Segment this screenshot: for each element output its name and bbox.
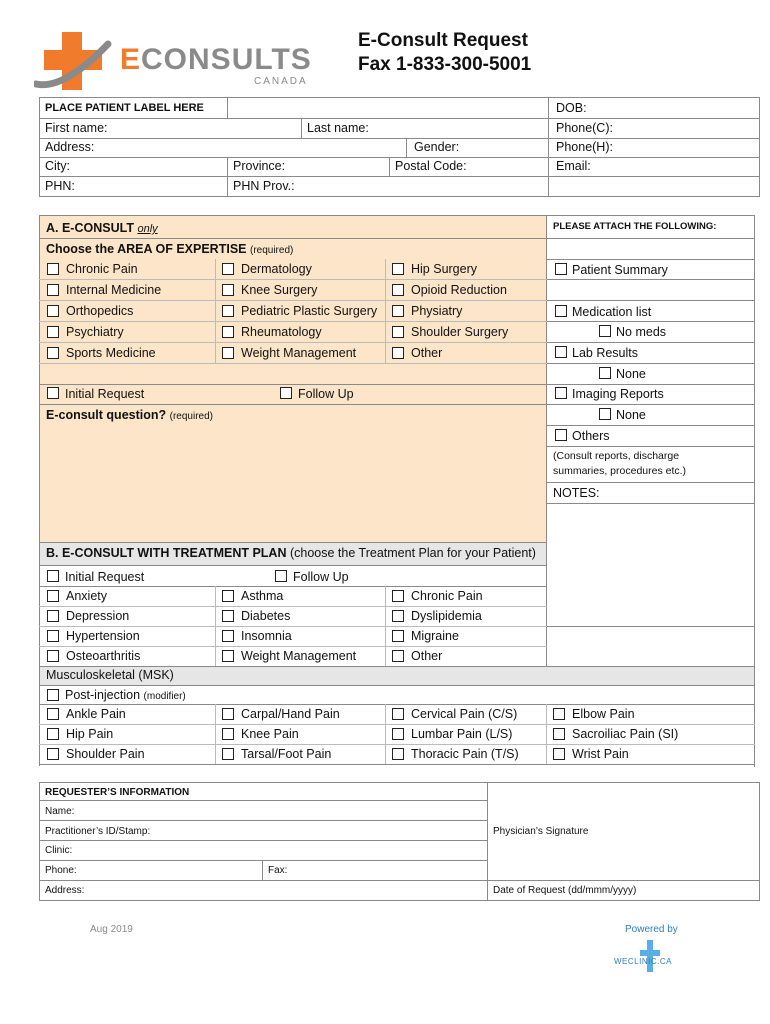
plan-weight-management-label: Weight Management bbox=[241, 649, 357, 663]
plan-dyslipidemia-label: Dyslipidemia bbox=[411, 609, 482, 623]
patient-summary-label: Patient Summary bbox=[572, 263, 668, 277]
plan-osteoarthritis-label: Osteoarthritis bbox=[66, 649, 141, 663]
email-field[interactable]: Email: bbox=[556, 159, 591, 173]
b-initial-request-label: Initial Request bbox=[65, 570, 145, 584]
phone-c-field[interactable]: Phone(C): bbox=[556, 121, 613, 135]
phn-prov-field[interactable]: PHN Prov.: bbox=[233, 179, 295, 193]
logo bbox=[34, 30, 312, 94]
area-hip-surgery-checkbox[interactable] bbox=[392, 263, 404, 275]
plan-insomnia-checkbox[interactable] bbox=[222, 630, 234, 642]
fax-number: Fax 1-833-300-5001 bbox=[358, 54, 532, 75]
msk-lumbar-pain-l-s-label: Lumbar Pain (L/S) bbox=[411, 727, 513, 741]
plan-other-checkbox[interactable] bbox=[392, 650, 404, 662]
plan-chronic-pain-checkbox[interactable] bbox=[392, 590, 404, 602]
others-note-2: summaries, procedures etc.) bbox=[553, 465, 687, 477]
no-meds-checkbox[interactable] bbox=[599, 325, 611, 337]
cross-icon bbox=[34, 30, 114, 94]
msk-wrist-pain-label: Wrist Pain bbox=[572, 747, 629, 761]
date-of-request-field[interactable]: Date of Request (dd/mmm/yyyy) bbox=[493, 885, 637, 896]
plan-anxiety-label: Anxiety bbox=[66, 589, 107, 603]
plan-hypertension-label: Hypertension bbox=[66, 629, 140, 643]
others-note-1: (Consult reports, discharge bbox=[553, 450, 680, 462]
plan-migraine-checkbox[interactable] bbox=[392, 630, 404, 642]
lab-none-label: None bbox=[616, 367, 646, 381]
msk-shoulder-pain-checkbox[interactable] bbox=[47, 748, 59, 760]
imaging-reports-label: Imaging Reports bbox=[572, 387, 664, 401]
no-meds-label: No meds bbox=[616, 325, 667, 339]
b-follow-up-checkbox[interactable] bbox=[275, 570, 287, 582]
form-title: E-Consult Request bbox=[358, 30, 528, 51]
econsult-question-input[interactable] bbox=[42, 424, 542, 538]
area-psychiatry-label: Psychiatry bbox=[66, 325, 124, 339]
requester-fax-field[interactable]: Fax: bbox=[268, 865, 288, 876]
msk-thoracic-pain-t-s-checkbox[interactable] bbox=[392, 748, 404, 760]
msk-hip-pain-label: Hip Pain bbox=[66, 727, 114, 741]
area-weight-management-checkbox[interactable] bbox=[222, 347, 234, 359]
msk-thoracic-pain-t-s-label: Thoracic Pain (T/S) bbox=[411, 747, 519, 761]
msk-knee-pain-label: Knee Pain bbox=[241, 727, 299, 741]
province-field[interactable]: Province: bbox=[233, 159, 286, 173]
area-rheumatology-checkbox[interactable] bbox=[222, 326, 234, 338]
lab-results-checkbox[interactable] bbox=[555, 346, 567, 358]
msk-cervical-pain-c-s-label: Cervical Pain (C/S) bbox=[411, 707, 518, 721]
notes-label: NOTES: bbox=[553, 486, 600, 500]
msk-label: Musculoskeletal (MSK) bbox=[46, 668, 174, 682]
area-other-checkbox[interactable] bbox=[392, 347, 404, 359]
weclinic-logo-text: WECLINIC.CA bbox=[614, 957, 672, 966]
brand-sub: CANADA bbox=[254, 76, 308, 87]
msk-ankle-pain-checkbox[interactable] bbox=[47, 708, 59, 720]
medication-list-checkbox[interactable] bbox=[555, 305, 567, 317]
phn-field[interactable]: PHN: bbox=[45, 179, 75, 193]
area-orthopedics-label: Orthopedics bbox=[66, 304, 134, 318]
question-note: (required) bbox=[169, 411, 213, 422]
b-follow-up-label: Follow Up bbox=[293, 570, 349, 584]
msk-carpal-hand-pain-checkbox[interactable] bbox=[222, 708, 234, 720]
area-note: (required) bbox=[249, 245, 294, 256]
area-physiatry-checkbox[interactable] bbox=[392, 305, 404, 317]
msk-carpal-hand-pain-label: Carpal/Hand Pain bbox=[241, 707, 340, 721]
initial-request-checkbox[interactable] bbox=[47, 387, 59, 399]
plan-diabetes-label: Diabetes bbox=[241, 609, 291, 623]
msk-knee-pain-checkbox[interactable] bbox=[222, 728, 234, 740]
msk-elbow-pain-label: Elbow Pain bbox=[572, 707, 635, 721]
footer-date: Aug 2019 bbox=[90, 924, 133, 935]
lab-none-checkbox[interactable] bbox=[599, 367, 611, 379]
area-opioid-reduction-checkbox[interactable] bbox=[392, 284, 404, 296]
area-psychiatry-checkbox[interactable] bbox=[47, 326, 59, 338]
area-sports-medicine-checkbox[interactable] bbox=[47, 347, 59, 359]
phone-h-field[interactable]: Phone(H): bbox=[556, 140, 613, 154]
area-opioid-reduction-label: Opioid Reduction bbox=[411, 283, 507, 297]
post-injection-note: (modifier) bbox=[143, 691, 186, 702]
plan-depression-checkbox[interactable] bbox=[47, 610, 59, 622]
area-hip-surgery-label: Hip Surgery bbox=[411, 262, 477, 276]
plan-osteoarthritis-checkbox[interactable] bbox=[47, 650, 59, 662]
area-internal-medicine-label: Internal Medicine bbox=[66, 283, 162, 297]
patient-summary-checkbox[interactable] bbox=[555, 263, 567, 275]
area-dermatology-label: Dermatology bbox=[241, 262, 312, 276]
plan-depression-label: Depression bbox=[66, 609, 130, 623]
area-label: Choose the AREA OF EXPERTISE (required) bbox=[46, 242, 294, 256]
msk-hip-pain-checkbox[interactable] bbox=[47, 728, 59, 740]
area-knee-surgery-label: Knee Surgery bbox=[241, 283, 318, 297]
area-physiatry-label: Physiatry bbox=[411, 304, 463, 318]
area-knee-surgery-checkbox[interactable] bbox=[222, 284, 234, 296]
section-a-only: only bbox=[137, 223, 158, 235]
section-b-title: B. E-CONSULT WITH TREATMENT PLAN (choose the Treatment Plan for your Patient) bbox=[46, 546, 536, 560]
first-name-field[interactable]: First name: bbox=[45, 121, 108, 135]
address-field[interactable]: Address: bbox=[45, 140, 95, 154]
dob-label[interactable]: DOB: bbox=[556, 101, 587, 115]
econsult-question-label: E-consult question? (required) bbox=[46, 408, 213, 422]
plan-diabetes-checkbox[interactable] bbox=[222, 610, 234, 622]
gender-field[interactable]: Gender: bbox=[414, 140, 460, 154]
requester-name-field[interactable]: Name: bbox=[45, 806, 75, 817]
powered-by: Powered by bbox=[625, 924, 678, 935]
msk-cervical-pain-c-s-checkbox[interactable] bbox=[392, 708, 404, 720]
attach-title: PLEASE ATTACH THE FOLLOWING: bbox=[553, 221, 717, 232]
plan-other-label: Other bbox=[411, 649, 443, 663]
postal-code-field[interactable]: Postal Code: bbox=[395, 159, 467, 173]
msk-wrist-pain-checkbox[interactable] bbox=[553, 748, 565, 760]
section-b-subtitle: (choose the Treatment Plan for your Patient) bbox=[289, 546, 536, 560]
area-orthopedics-checkbox[interactable] bbox=[47, 305, 59, 317]
plan-asthma-checkbox[interactable] bbox=[222, 590, 234, 602]
initial-request-label: Initial Request bbox=[65, 387, 145, 401]
clinic-field[interactable]: Clinic: bbox=[45, 845, 73, 856]
area-sports-medicine-label: Sports Medicine bbox=[66, 346, 156, 360]
city-field[interactable]: City: bbox=[45, 159, 70, 173]
section-a-title: A. E-CONSULT only bbox=[46, 221, 158, 235]
plan-insomnia-label: Insomnia bbox=[241, 629, 292, 643]
b-initial-request-checkbox[interactable] bbox=[47, 570, 59, 582]
brand-name: CONSULTS bbox=[141, 43, 312, 76]
imaging-none-checkbox[interactable] bbox=[599, 408, 611, 420]
others-label: Others bbox=[572, 429, 610, 443]
requester-address-field[interactable]: Address: bbox=[45, 885, 85, 896]
area-chronic-pain-checkbox[interactable] bbox=[47, 263, 59, 275]
area-weight-management-label: Weight Management bbox=[241, 346, 357, 360]
area-pediatric-plastic-surgery-checkbox[interactable] bbox=[222, 305, 234, 317]
area-rheumatology-label: Rheumatology bbox=[241, 325, 322, 339]
msk-lumbar-pain-l-s-checkbox[interactable] bbox=[392, 728, 404, 740]
lab-results-label: Lab Results bbox=[572, 346, 639, 360]
plan-migraine-label: Migraine bbox=[411, 629, 459, 643]
area-other-label: Other bbox=[411, 346, 443, 360]
msk-sacroiliac-pain-si-checkbox[interactable] bbox=[553, 728, 565, 740]
plan-weight-management-checkbox[interactable] bbox=[222, 650, 234, 662]
brand-prefix: E bbox=[120, 43, 142, 76]
follow-up-checkbox[interactable] bbox=[280, 387, 292, 399]
notes-input[interactable] bbox=[549, 505, 753, 625]
plan-asthma-label: Asthma bbox=[241, 589, 284, 603]
area-shoulder-surgery-label: Shoulder Surgery bbox=[411, 325, 509, 339]
msk-ankle-pain-label: Ankle Pain bbox=[66, 707, 126, 721]
requester-phone-field[interactable]: Phone: bbox=[45, 865, 77, 876]
msk-sacroiliac-pain-si-label: Sacroiliac Pain (SI) bbox=[572, 727, 679, 741]
area-internal-medicine-checkbox[interactable] bbox=[47, 284, 59, 296]
area-pediatric-plastic-surgery-label: Pediatric Plastic Surgery bbox=[241, 304, 378, 318]
plan-hypertension-checkbox[interactable] bbox=[47, 630, 59, 642]
others-checkbox[interactable] bbox=[555, 429, 567, 441]
imaging-none-label: None bbox=[616, 408, 646, 422]
post-injection-label: Post-injection (modifier) bbox=[65, 688, 186, 702]
plan-chronic-pain-label: Chronic Pain bbox=[411, 589, 483, 603]
area-shoulder-surgery-checkbox[interactable] bbox=[392, 326, 404, 338]
msk-tarsal-foot-pain-label: Tarsal/Foot Pain bbox=[241, 747, 332, 761]
plan-dyslipidemia-checkbox[interactable] bbox=[392, 610, 404, 622]
follow-up-label: Follow Up bbox=[298, 387, 354, 401]
msk-elbow-pain-checkbox[interactable] bbox=[553, 708, 565, 720]
msk-tarsal-foot-pain-checkbox[interactable] bbox=[222, 748, 234, 760]
practitioner-id-field[interactable]: Practitioner’s ID/Stamp: bbox=[45, 826, 151, 837]
patient-label: PLACE PATIENT LABEL HERE bbox=[45, 102, 204, 114]
requester-title: REQUESTER’S INFORMATION bbox=[45, 787, 190, 798]
post-injection-checkbox[interactable] bbox=[47, 689, 59, 701]
area-chronic-pain-label: Chronic Pain bbox=[66, 262, 138, 276]
area-dermatology-checkbox[interactable] bbox=[222, 263, 234, 275]
medication-list-label: Medication list bbox=[572, 305, 652, 319]
msk-shoulder-pain-label: Shoulder Pain bbox=[66, 747, 145, 761]
imaging-reports-checkbox[interactable] bbox=[555, 387, 567, 399]
last-name-field[interactable]: Last name: bbox=[307, 121, 369, 135]
plan-anxiety-checkbox[interactable] bbox=[47, 590, 59, 602]
physician-signature-field[interactable]: Physician’s Signature bbox=[493, 826, 589, 837]
